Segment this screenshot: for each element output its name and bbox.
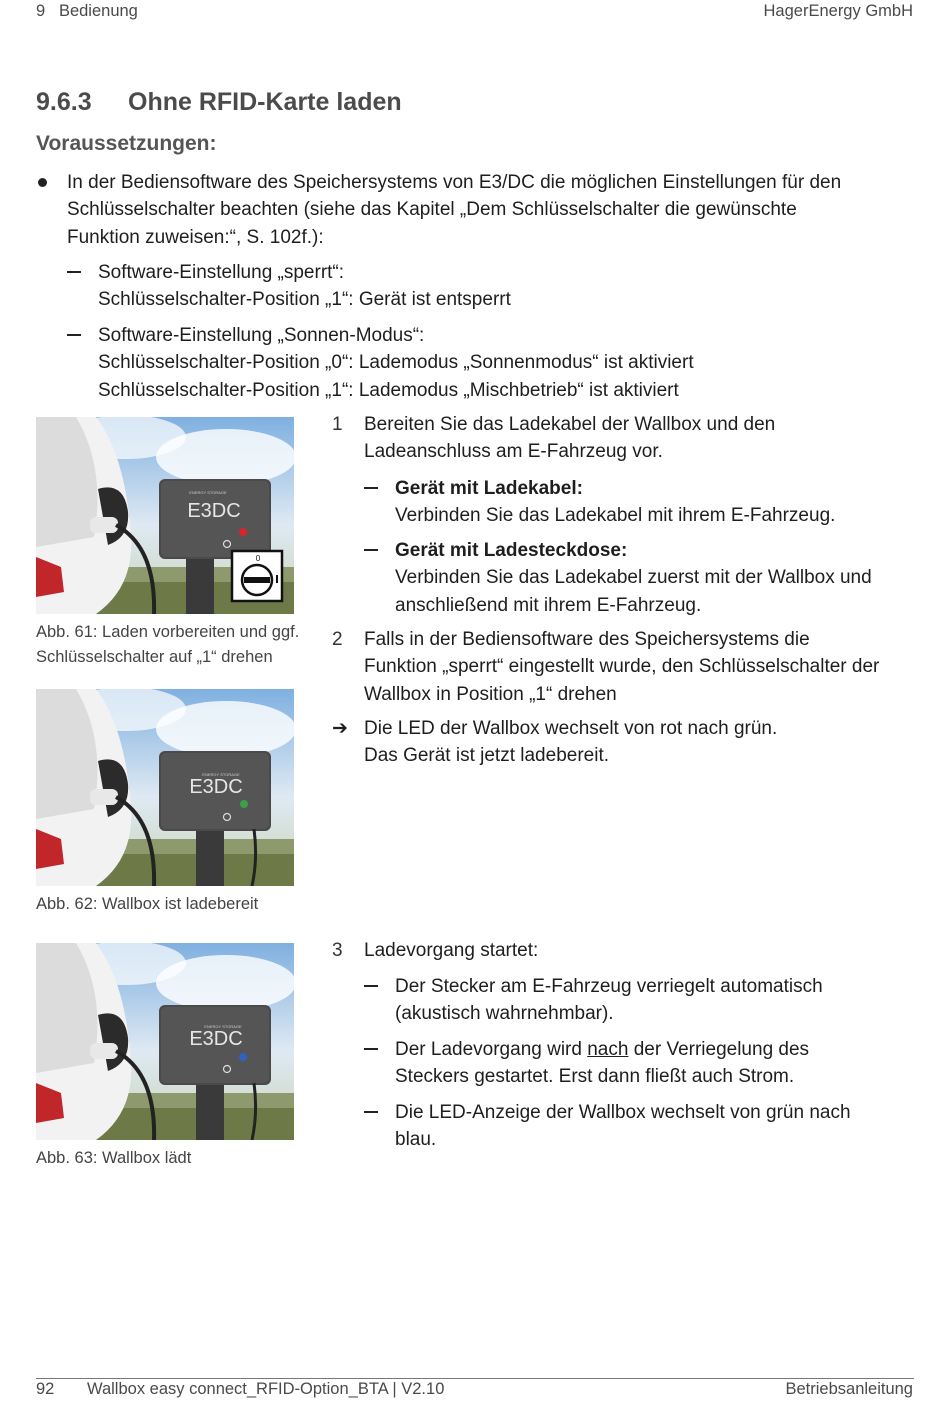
dash-icon <box>364 985 378 987</box>
text-line: Die LED-Anzeige der Wallbox wechselt von grün nach <box>395 1102 851 1123</box>
caption-line: Abb. 61: Laden vorbereiten und ggf. <box>36 623 300 641</box>
section-heading <box>36 88 402 117</box>
underlined-word: nach <box>587 1039 629 1060</box>
figure-63-image <box>36 943 294 1140</box>
figure-62-caption <box>36 892 258 917</box>
chapter-number: 9 <box>36 2 46 20</box>
text-line: Steckers gestartet. Erst dann fließt auch Strom. <box>395 1066 795 1088</box>
header-company: HagerEnergy GmbH <box>763 2 913 20</box>
footer-divider <box>36 1378 914 1379</box>
prerequisites-heading: Voraussetzungen: <box>36 132 217 155</box>
key-switch-label: 0 <box>255 554 261 563</box>
figure-62-brand-sub: ENERGY STORAGE <box>202 772 240 777</box>
dash-icon <box>364 1048 378 1050</box>
step-3-title: Ladevorgang startet: <box>364 940 539 961</box>
text-line: Funktion „sperrt“ eingestellt wurde, den Schlüsselschalter der <box>364 656 880 678</box>
text-line: Die LED der Wallbox wechselt von rot nach grün. <box>364 718 778 739</box>
footer-page-number: 92 <box>36 1380 55 1398</box>
figure-63-caption <box>36 1146 191 1171</box>
prerequisite-text <box>67 169 841 251</box>
step-1-sub-cable <box>395 475 835 530</box>
text-line <box>395 1036 809 1063</box>
text-line: Funktion zuweisen:“, S. 102f.): <box>67 226 324 248</box>
text-line: Bereiten Sie das Ladekabel der Wallbox und den <box>364 414 776 435</box>
text-line: Verbinden Sie das Ladekabel mit ihrem E-Fahrzeug. <box>395 505 836 527</box>
text-line: anschließend mit ihrem E-Fahrzeug. <box>395 594 702 616</box>
prerequisite-sub-sonnen <box>98 322 694 404</box>
prerequisite-sub-sperrt <box>98 259 511 314</box>
step-3-sub-lock <box>395 973 823 1028</box>
text-line: blau. <box>395 1129 437 1151</box>
text-fragment: der Verriegelung des <box>628 1039 810 1060</box>
text-line: Schlüsselschalter-Position „1“: Lademodus „Mischbetrieb“ ist aktiviert <box>98 379 679 401</box>
step-3-sub-start <box>395 1036 809 1091</box>
figure-62-brand: E3DC <box>189 776 243 798</box>
caption-line: Abb. 63: Wallbox lädt <box>36 1149 192 1167</box>
text-line: Der Stecker am E-Fahrzeug verriegelt automatisch <box>395 976 823 997</box>
text-line: Schlüsselschalter-Position „0“: Lademodus „Sonnenmodus“ ist aktiviert <box>98 352 694 374</box>
step-2-number: 2 <box>332 629 343 650</box>
figure-61-image <box>36 417 294 614</box>
led-indicator <box>239 528 247 536</box>
dash-icon <box>67 271 81 273</box>
step-2-text <box>364 626 879 708</box>
text-fragment: Der Ladevorgang wird <box>395 1039 588 1060</box>
step-1-text <box>364 411 775 466</box>
text-line: Software-Einstellung „Sonnen-Modus“: <box>98 325 425 346</box>
text-line: Schlüsselschalter beachten (siehe das Kapitel „Dem Schlüsselschalter die gewünschte <box>67 199 797 221</box>
text-line: Software-Einstellung „sperrt“: <box>98 262 345 283</box>
footer-doc-type: Betriebsanleitung <box>785 1380 913 1398</box>
text-line: Ladeanschluss am E-Fahrzeug vor. <box>364 441 663 463</box>
sub-title: Gerät mit Ladesteckdose: <box>395 540 628 561</box>
step-1-sub-socket <box>395 537 872 619</box>
text-line: Das Gerät ist jetzt ladebereit. <box>364 745 609 767</box>
sub-title: Gerät mit Ladekabel: <box>395 478 583 499</box>
footer-document: Wallbox easy connect_RFID-Option_BTA | V2.10 <box>87 1380 445 1398</box>
led-indicator <box>240 800 248 808</box>
figure-61-brand: E3DC <box>187 500 241 522</box>
caption-line: Schlüsselschalter auf „1“ drehen <box>36 648 273 666</box>
step-3-number: 3 <box>332 940 343 961</box>
chapter-title: Bedienung <box>58 2 138 20</box>
figure-61-caption <box>36 620 299 670</box>
figure-63-brand: E3DC <box>189 1028 243 1050</box>
text-line: (akustisch wahrnehmbar). <box>395 1003 614 1025</box>
dash-icon <box>364 549 378 551</box>
figure-62-image <box>36 689 294 886</box>
step-3-sub-led <box>395 1099 851 1154</box>
bullet-dot-icon <box>38 178 47 187</box>
header-chapter <box>36 2 138 21</box>
dash-icon <box>364 1111 378 1113</box>
text-line: Falls in der Bediensoftware des Speichersystems die <box>364 629 810 650</box>
dash-icon <box>364 487 378 489</box>
text-line: Verbinden Sie das Ladekabel zuerst mit der Wallbox und <box>395 567 872 589</box>
led-indicator <box>239 1053 247 1061</box>
text-line: Schlüsselschalter-Position „1“: Gerät ist entsperrt <box>98 289 511 311</box>
text-line: Wallbox in Position „1“ drehen <box>364 683 617 705</box>
result-text <box>364 715 777 770</box>
result-arrow-icon: ➔ <box>332 718 348 739</box>
section-number: 9.6.3 <box>36 88 92 116</box>
dash-icon <box>67 334 81 336</box>
figure-63-brand-sub: ENERGY STORAGE <box>204 1024 242 1029</box>
step-1-number: 1 <box>332 414 343 435</box>
figure-61-brand-sub: ENERGY STORAGE <box>189 490 227 495</box>
caption-line: Abb. 62: Wallbox ist ladebereit <box>36 895 259 913</box>
section-title: Ohne RFID-Karte laden <box>128 88 402 116</box>
text-line: In der Bediensoftware des Speichersystems von E3/DC die möglichen Einstellungen für den <box>67 172 842 193</box>
